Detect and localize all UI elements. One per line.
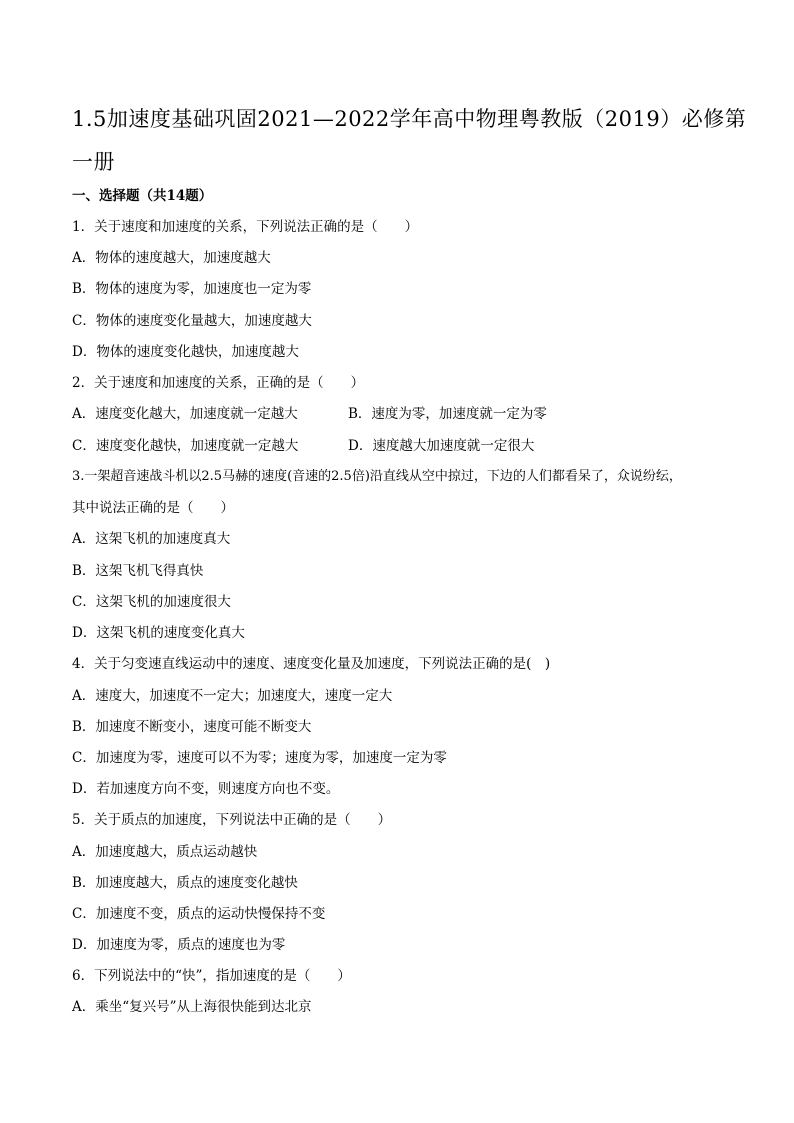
- question-1-option-d: D．物体的速度变化越快，加速度越大: [72, 344, 299, 360]
- question-4-option-d: D．若加速度方向不变，则速度方向也不变。: [72, 781, 340, 797]
- question-6-option-a: A．乘坐“复兴号”从上海很快能到达北京: [72, 999, 312, 1015]
- question-6-stem: 6．下列说法中的“快”，指加速度的是（ ）: [72, 968, 351, 984]
- question-4-option-b: B．加速度不断变小，速度可能不断变大: [72, 719, 312, 735]
- question-2-options-row-2: [72, 437, 534, 455]
- question-4-option-a: A．速度大，加速度不一定大；加速度大，速度一定大: [72, 688, 393, 704]
- question-2-option-b: B．速度为零，加速度就一定为零: [348, 406, 547, 422]
- question-1-stem: 1．关于速度和加速度的关系，下列说法正确的是（ ）: [72, 219, 419, 235]
- question-5-option-b: B．加速度越大，质点的速度变化越快: [72, 875, 298, 891]
- question-2-option-d: D．速度越大加速度就一定很大: [348, 438, 535, 454]
- question-4-option-c: C．加速度为零，速度可以不为零；速度为零，加速度一定为零: [72, 750, 447, 766]
- question-5-stem: 5．关于质点的加速度，下列说法中正确的是（ ）: [72, 812, 392, 828]
- question-1-option-b: B．物体的速度为零，加速度也一定为零: [72, 281, 312, 297]
- document-title-line-1: 1.5加速度基础巩固2021—2022学年高中物理粤教版（2019）必修第: [72, 107, 747, 131]
- question-1-option-a: A．物体的速度越大，加速度越大: [72, 250, 271, 266]
- question-1-option-c: C．物体的速度变化量越大，加速度越大: [72, 313, 312, 329]
- question-3-option-a: A．这架飞机的加速度真大: [72, 531, 231, 547]
- question-3-option-c: C．这架飞机的加速度很大: [72, 594, 231, 610]
- section-heading: 一、选择题（共14题）: [72, 188, 213, 204]
- question-3-option-d: D．这架飞机的速度变化真大: [72, 625, 245, 641]
- question-3-option-b: B．这架飞机飞得真快: [72, 563, 204, 579]
- question-3-stem: 3.一架超音速战斗机以2.5马赫的速度(音速的2.5倍)沿直线从空中掠过，下边的人们都看呆了，众说纷纭，: [72, 469, 682, 484]
- question-3-stem-continued: 其中说法正确的是（ ）: [72, 500, 234, 516]
- question-2-option-a: A．速度变化越大，加速度就一定越大: [72, 406, 298, 422]
- question-5-option-d: D．加速度为零，质点的速度也为零: [72, 937, 286, 953]
- question-4-stem: 4．关于匀变速直线运动中的速度、速度变化量及加速度，下列说法正确的是( ): [72, 656, 551, 672]
- question-2-stem: 2．关于速度和加速度的关系，正确的是（ ）: [72, 375, 365, 391]
- question-5-option-c: C．加速度不变，质点的运动快慢保持不变: [72, 906, 326, 922]
- question-2-option-c: C．速度变化越快，加速度就一定越大: [72, 438, 299, 454]
- question-5-option-a: A．加速度越大，质点运动越快: [72, 844, 258, 860]
- document-title-line-2: 一册: [72, 150, 115, 174]
- question-2-options-row-1: [72, 405, 547, 423]
